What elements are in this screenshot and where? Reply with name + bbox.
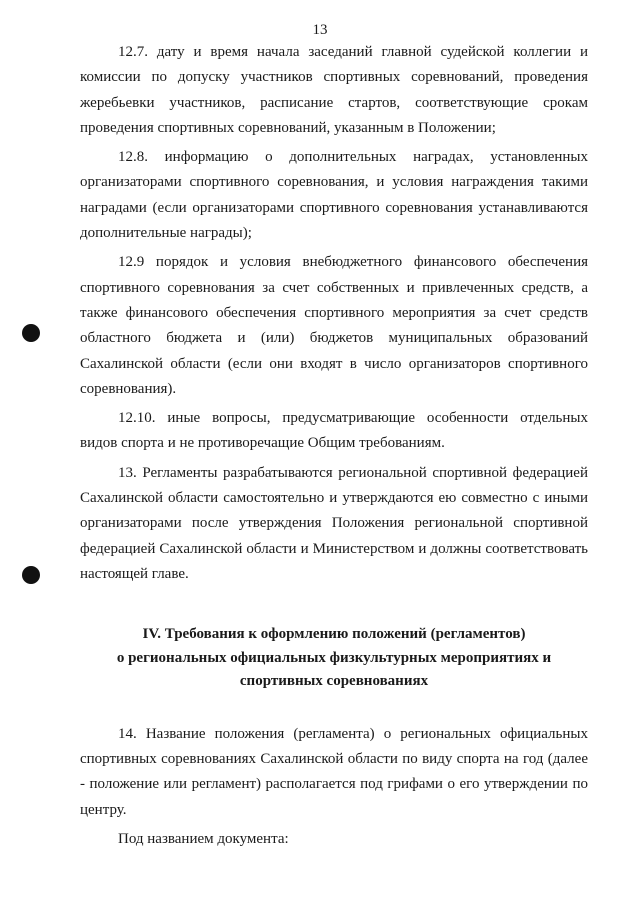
punch-hole-upper: [22, 324, 40, 342]
section-heading: [80, 623, 588, 694]
paragraph-doc-title-intro: Под названием документа:: [118, 830, 289, 847]
paragraph-13: 13. Регламенты разрабатываются региональной спортивной федерацией Сахалинской области самостоятельно и утверждаются ею совместно с иными организаторами после утверждения Положения региональной спортивной федерацией Сахалинской области и Министерством и должны соответствовать настоящей главе.: [80, 464, 588, 582]
paragraph-12-7: 12.7. дату и время начала заседаний главной судейской коллегии и комиссии по допуску участников спортивных соревнований, проведения жеребьевки участников, расписание стартов, соответствующие срокам проведения спортивных соревнований, указанным в Положении;: [80, 44, 588, 136]
paragraph-12-8: 12.8. информацию о дополнительных наградах, установленных организаторами спортивного соревнования, и условия награждения такими наградами (если организаторами спортивного соревнования устанавливаются дополнительные награды);: [80, 149, 588, 242]
paragraph-12-10: 12.10. иные вопросы, предусматривающие особенности отдельных видов спорта и не противоречащие Общим требованиям.: [80, 410, 588, 452]
page-number: 13: [312, 22, 328, 38]
document-body: [80, 40, 588, 852]
section-heading-line-1: IV. Требования к оформлению положений (регламентов): [142, 626, 526, 643]
paragraph-12-9: 12.9 порядок и условия внебюджетного финансового обеспечения спортивного соревнования за счет собственных и привлеченных средств, а также финансового обеспечения спортивного мероприятия за счет средств областного бюджета и (или) бюджетов муниципальных образований Сахалинской области (если они входят в число организаторов спортивного соревнования).: [80, 254, 588, 397]
section-heading-line-2: о региональных официальных физкультурных мероприятиях и: [116, 649, 552, 666]
paragraph-14: 14. Название положения (регламента) о региональных официальных спортивных соревнованиях Сахалинской области по виду спорта на год (далее - положение или регламент) располагается под грифами о его утверждении по центру.: [80, 725, 588, 818]
section-heading-line-3: спортивных соревнованиях: [239, 673, 429, 690]
punch-hole-lower: [22, 566, 40, 584]
